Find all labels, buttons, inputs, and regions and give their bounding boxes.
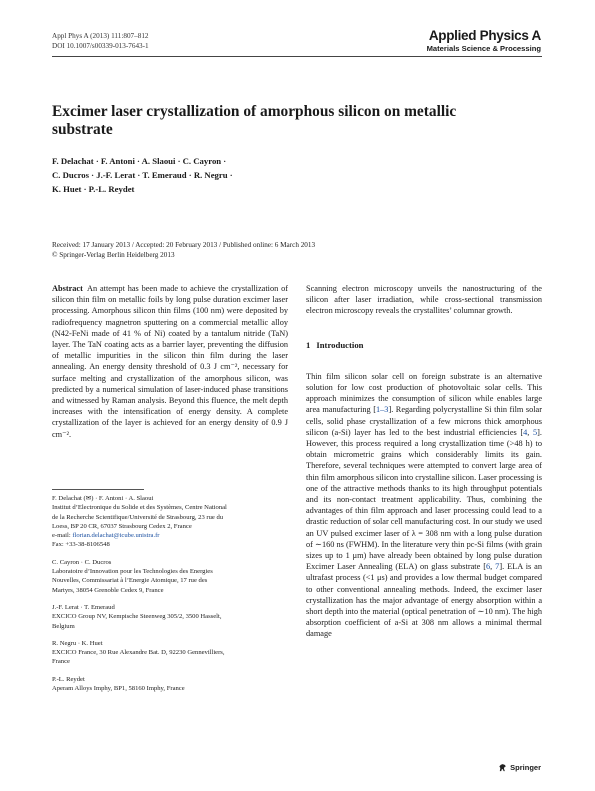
affiliation-block [52, 639, 292, 667]
citation-link[interactable]: 7 [495, 562, 500, 572]
section-title: Introduction [316, 339, 364, 350]
publication-dates [52, 240, 315, 260]
email-link[interactable]: florian.delachat@icube.unistra.fr [72, 532, 160, 540]
text-run: Thin film silicon solar cell on foreign substrate is an alternative solution for low cost production of photovoltaic solar cells. This approach minimizes the consumption of silicon while enables large area manufacturing [ [306, 371, 542, 415]
affiliation-line: EXCICO France, 30 Rue Alexandre Bat. D, 92230 Gennevilliers, [52, 649, 225, 657]
journal-masthead [427, 29, 541, 54]
author-list [52, 154, 352, 196]
citation-link[interactable]: 6 [485, 562, 491, 572]
author-line: C. Ducros · J.-F. Lerat · T. Emeraud · R. Negru · [52, 170, 233, 180]
body-column [306, 283, 542, 640]
affiliation-line: Belgium [52, 622, 75, 630]
doi-line: DOI 10.1007/s00339-013-7643-1 [52, 42, 149, 50]
affiliation-line: de la Recherche Scientifique/Université de Strasbourg, 23 rue du [52, 513, 224, 521]
springer-horse-icon [498, 763, 507, 772]
abstract-column [52, 283, 288, 440]
affiliation-line: Institut d’Electronique du Solide et des Systèmes, Centre National [52, 504, 227, 512]
abstract-text: An attempt has been made to achieve the crystallization of silicon thin film on metallic foils by long pulse duration excimer laser processing. Amorphous silicon thin films (100 nm) were deposited by radiofrequency magnetron sputtering on a commercial metallic alloy (N42-FeNi made of 41 % of Ni) coated by a tantalum nitride (TaN) layer. The TaN coating acts as a barrier layer, preventing the diffusion of metallic impurities in the silicon thin film during the laser annealing. An energy density threshold of 0.3 J cm⁻², necessary for surface melting and crystallization of the amorphous silicon, was predicted by a numerical simulation of laser-induced phase transitions and witnessed by Raman analysis. Beyond this fluence, the melt depth increases with the intensification of energy density. A complete crystallization of the layer is achieved for an energy density of 0.9 J cm⁻². [52, 284, 288, 439]
affiliation-line: R. Negru · K. Huet [52, 639, 103, 647]
copyright-line: © Springer-Verlag Berlin Heidelberg 2013 [52, 251, 175, 259]
affiliation-line: F. Delachat (✉) · F. Antoni · A. Slaoui [52, 495, 154, 502]
affiliation-divider [52, 489, 144, 490]
header-divider [52, 56, 542, 57]
affiliation-block [52, 603, 292, 631]
author-line: F. Delachat · F. Antoni · A. Slaoui · C. Cayron · [52, 156, 227, 166]
abstract [52, 283, 288, 440]
citation-link[interactable]: 5 [533, 427, 538, 437]
received-line: Received: 17 January 2013 / Accepted: 20 February 2013 / Published online: 6 March 2013 [52, 241, 316, 249]
article-title: Excimer laser crystallization of amorphous silicon on metallic substrate [52, 103, 457, 138]
affiliation-line: Laboratoire d’Innovation pour les Technologies des Energies [52, 568, 213, 576]
text-run: ]. ELA is an ultrafast process (<1 μs) and provides a low thermal budget compared to other conventional annealing methods. Indeed, the excimer laser crystallization has the major advantage of energy absorption within a short depth into the material (optical penetration of ∼10 nm). The high absorption coefficient of a-Si at 308 nm allows a minimal thermal damage [306, 562, 542, 639]
affiliation-line: Aperam Alloys Imphy, BP1, 58160 Imphy, France [52, 685, 185, 693]
citation-link[interactable]: 1–3 [375, 405, 389, 415]
abstract-continuation: Scanning electron microscopy unveils the nanostructuring of the silicon after laser irradiation, while cross-sectional transmission electron microscopy reveals the crystallites’ columnar growth. [306, 284, 542, 316]
section-number: 1 [306, 339, 311, 350]
journal-name: Applied Physics A [428, 28, 541, 43]
text-run: , [490, 562, 496, 572]
text-run: , [527, 427, 533, 437]
affiliation-line: France [52, 658, 70, 666]
affiliation-line: Martyrs, 38054 Grenoble Cedex 9, France [52, 586, 164, 594]
affiliation-block [52, 675, 292, 694]
text-run: ]. However, this process required a long crystallization time (>48 h) to obtain micrometric grains which considerably limits its gain. Therefore, several techniques were attempted to convert large area of thin film amorphous silicon into crystalline silicon. Laser processing is one of the attractive methods thanks to its high throughput potentials and its non-contact treatment applicability. Thus, combining the advantages of thin film approach and laser processing could lead to a drastic reduction of solar cell manufacturing cost. In our study we used an UV pulsed excimer laser of λ = 308 nm with a long pulse duration of ∼160 ns (FWHM). In the literature very thin pc-Si films (with grain sizes up to 1 μm) have already been obtained by long pulse duration Excimer Laser Annealing (ELA) on glass substrate [ [306, 427, 542, 572]
affiliations [52, 494, 292, 701]
journal-subtitle: Materials Science & Processing [426, 44, 541, 53]
affiliation-line: Nouvelles, Commissariat à l’Energie Atomique, 17 rue des [52, 577, 208, 585]
publisher-logo [498, 763, 541, 772]
citation-link[interactable]: 4 [523, 427, 528, 437]
affiliation-line: J.-F. Lerat · T. Emeraud [52, 603, 115, 611]
text-run: ]. Regarding polycrystalline Si thin film solar cells, solid phase crystallization of a few microns thick amorphous silicon (a-Si) layer has led to the best industrial efficiencies [ [306, 405, 542, 437]
abstract-label: Abstract [52, 284, 83, 293]
email-line [52, 531, 292, 540]
affiliation-block [52, 494, 292, 550]
section-heading [306, 340, 542, 351]
publisher-name: Springer [510, 763, 541, 772]
affiliation-block [52, 558, 292, 595]
fax-line: Fax: +33-38-8106548 [52, 541, 110, 549]
affiliation-line: P.-L. Reydet [52, 675, 85, 683]
affiliation-line: EXCICO Group NV, Kempische Steenweg 305/2, 3500 Hasselt, [52, 613, 222, 621]
citation-line: Appl Phys A (2013) 111:807–812 [52, 32, 149, 40]
affiliation-line: Loess, BP 20 CR, 67037 Strasbourg Cedex 2, France [52, 522, 192, 530]
affiliation-line: C. Cayron · C. Ducros [52, 558, 112, 566]
author-line: K. Huet · P.-L. Reydet [52, 184, 135, 194]
email-label: e-mail: [52, 532, 73, 540]
introduction-paragraph [306, 371, 542, 640]
citation-block [52, 31, 149, 51]
